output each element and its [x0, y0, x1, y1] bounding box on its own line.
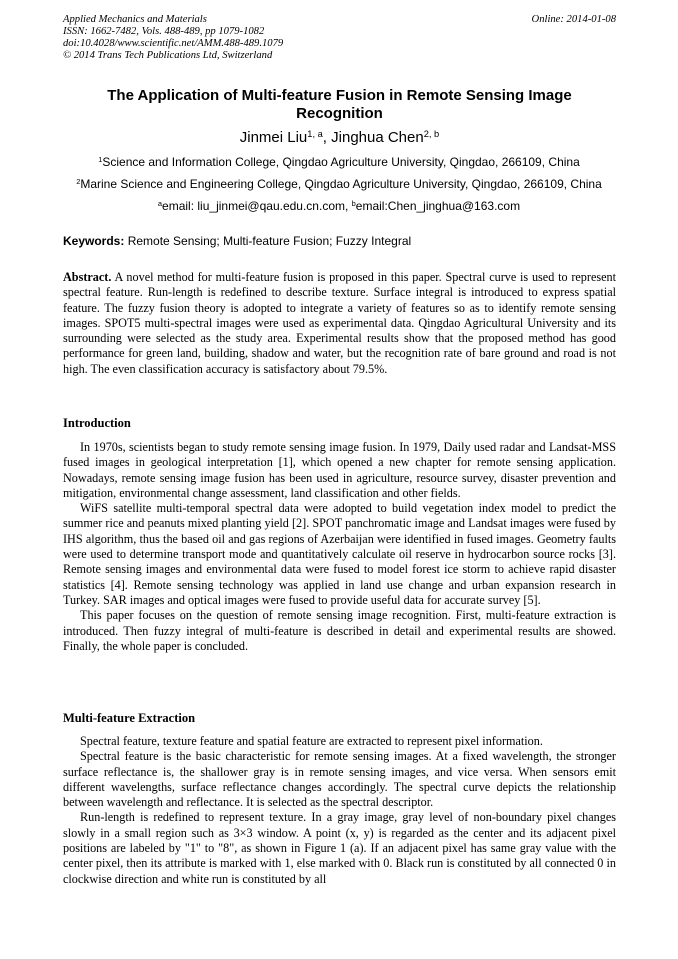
email-b-text: email:Chen_jinghua@163.com	[355, 199, 521, 213]
email-b-superscript: b	[351, 198, 356, 208]
email-line	[20, 199, 658, 215]
journal-header	[63, 14, 616, 62]
introduction-paragraph: In 1970s, scientists began to study remote sensing image fusion. In 1979, Daily used radar and Landsat-MSS fused images in geological interpretation [1], which opened a new chapter for remote sensing application. Nowadays, remote sensing image fusion has been used in agriculture, resource survey, disaster prevention and mitigation, environmental change assessment, land classification and other fields.	[63, 440, 616, 500]
introduction-paragraph: WiFS satellite multi-temporal spectral data were adopted to build vegetation index model to predict the summer rice and peanuts mixed planting yield [2]. SPOT panchromatic image and Landsat images were fused by IHS algorithm, thus the based oil and gas regions of Azerbaijan were identified in fused images. Geometry faults were used to determine transport mode and quantitatively calculate oil reserve in hydrocarbon source rocks [3]. Remote sensing images and environmental data were fused to model forest ice storm to achieve rapid disaster statistics [4]. Remote sensing technology was applied in land use change and urban expansion research in Turkey. SAR images and optical images were fused to provide useful data for accurate survey [5].	[63, 501, 616, 607]
affiliation-2	[20, 177, 658, 193]
affiliation-2-text: Marine Science and Engineering College, Qingdao Agriculture University, Qingdao, 266109, China	[80, 177, 602, 191]
issn-line: ISSN: 1662-7482, Vols. 488-489, pp 1079-1082	[63, 26, 265, 37]
doi-line: doi:10.4028/www.scientific.net/AMM.488-489.1079	[63, 38, 284, 49]
affiliation-1-text: Science and Information College, Qingdao Agriculture University, Qingdao, 266109, China	[102, 155, 580, 169]
journal-name: Applied Mechanics and Materials	[63, 14, 207, 25]
extraction-paragraph: Spectral feature is the basic characteristic for remote sensing images. At a fixed wavelength, the stronger surface reflectance is, the shallower gray is in remote sensing images, and vice versa. When sensors emit different wavelengths, surface reflectance changes accordingly. The spectral curve depicts the relationship between wavelength and reflectance. It is selected as the spectral descriptor.	[63, 749, 616, 810]
abstract-label: Abstract.	[63, 270, 112, 284]
author-2-name: Jinghua Chen	[331, 129, 424, 146]
author-2-superscript: 2, b	[423, 128, 440, 139]
affiliation-2-superscript: 2	[76, 176, 81, 186]
paper-title: The Application of Multi-feature Fusion in Remote Sensing Image Recognition	[107, 87, 572, 122]
extraction-paragraph: Run-length is redefined to represent texture. In a gray image, gray level of non-boundary pixel changes slowly in a small region such as 3×3 window. A point (x, y) is regarded as the center and its adjacent pixel positions are labeled by "1" to "8", as shown in Figure 1 (a). If an adjacent pixel has same gray value with the center pixel, then its attribute is marked with 1, else marked with 0. Black run is constituted by all connected 0 in clockwise direction and white run is constituted by all	[63, 810, 616, 886]
email-a-text: email: liu_jinmei@qau.edu.cn.com,	[162, 199, 352, 213]
section-heading-multi-feature-extraction: Multi-feature Extraction	[63, 711, 196, 725]
author-1-superscript: 1, a	[307, 128, 323, 139]
author-separator: ,	[322, 129, 332, 146]
keywords-label: Keywords:	[63, 234, 125, 248]
extraction-paragraph: Spectral feature, texture feature and spatial feature are extracted to represent pixel information.	[80, 734, 543, 748]
copyright-line: © 2014 Trans Tech Publications Ltd, Switzerland	[63, 50, 273, 61]
introduction-body	[63, 440, 616, 654]
abstract	[63, 270, 616, 377]
email-a-superscript: a	[157, 198, 163, 208]
keywords-text: Remote Sensing; Multi-feature Fusion; Fuzzy Integral	[124, 234, 412, 248]
author-line	[63, 129, 616, 148]
introduction-paragraph: This paper focuses on the question of remote sensing image recognition. First, multi-feature extraction is introduced. Then fuzzy integral of multi-feature is described in detail and experimental results are showed. Finally, the whole paper is concluded.	[63, 608, 616, 653]
affiliation-1	[20, 155, 658, 171]
online-date: Online: 2014-01-08	[531, 14, 616, 25]
section-heading-introduction: Introduction	[63, 416, 131, 430]
author-1-name: Jinmei Liu	[239, 129, 308, 146]
extraction-body	[63, 734, 616, 887]
keywords	[63, 234, 616, 249]
affiliation-1-superscript: 1	[98, 154, 103, 164]
abstract-text: A novel method for multi-feature fusion is proposed in this paper. Spectral curve is used to represent spectral feature. Run-length is redefined to describe texture. Surface integral is introduced to express spatial feature. The fuzzy fusion theory is adopted to integrate a variety of features so as to identify remote sensing images. SPOT5 multi-spectral images were used as experimental data. Qingdao Agricultural University and its surrounding were selected as the study area. Experimental results show that the proposed method has good performance for green land, building, shadow and water, but the recognition rate of bare ground and road is not high. The even classification accuracy is satisfactory about 79.5%.	[63, 270, 616, 376]
